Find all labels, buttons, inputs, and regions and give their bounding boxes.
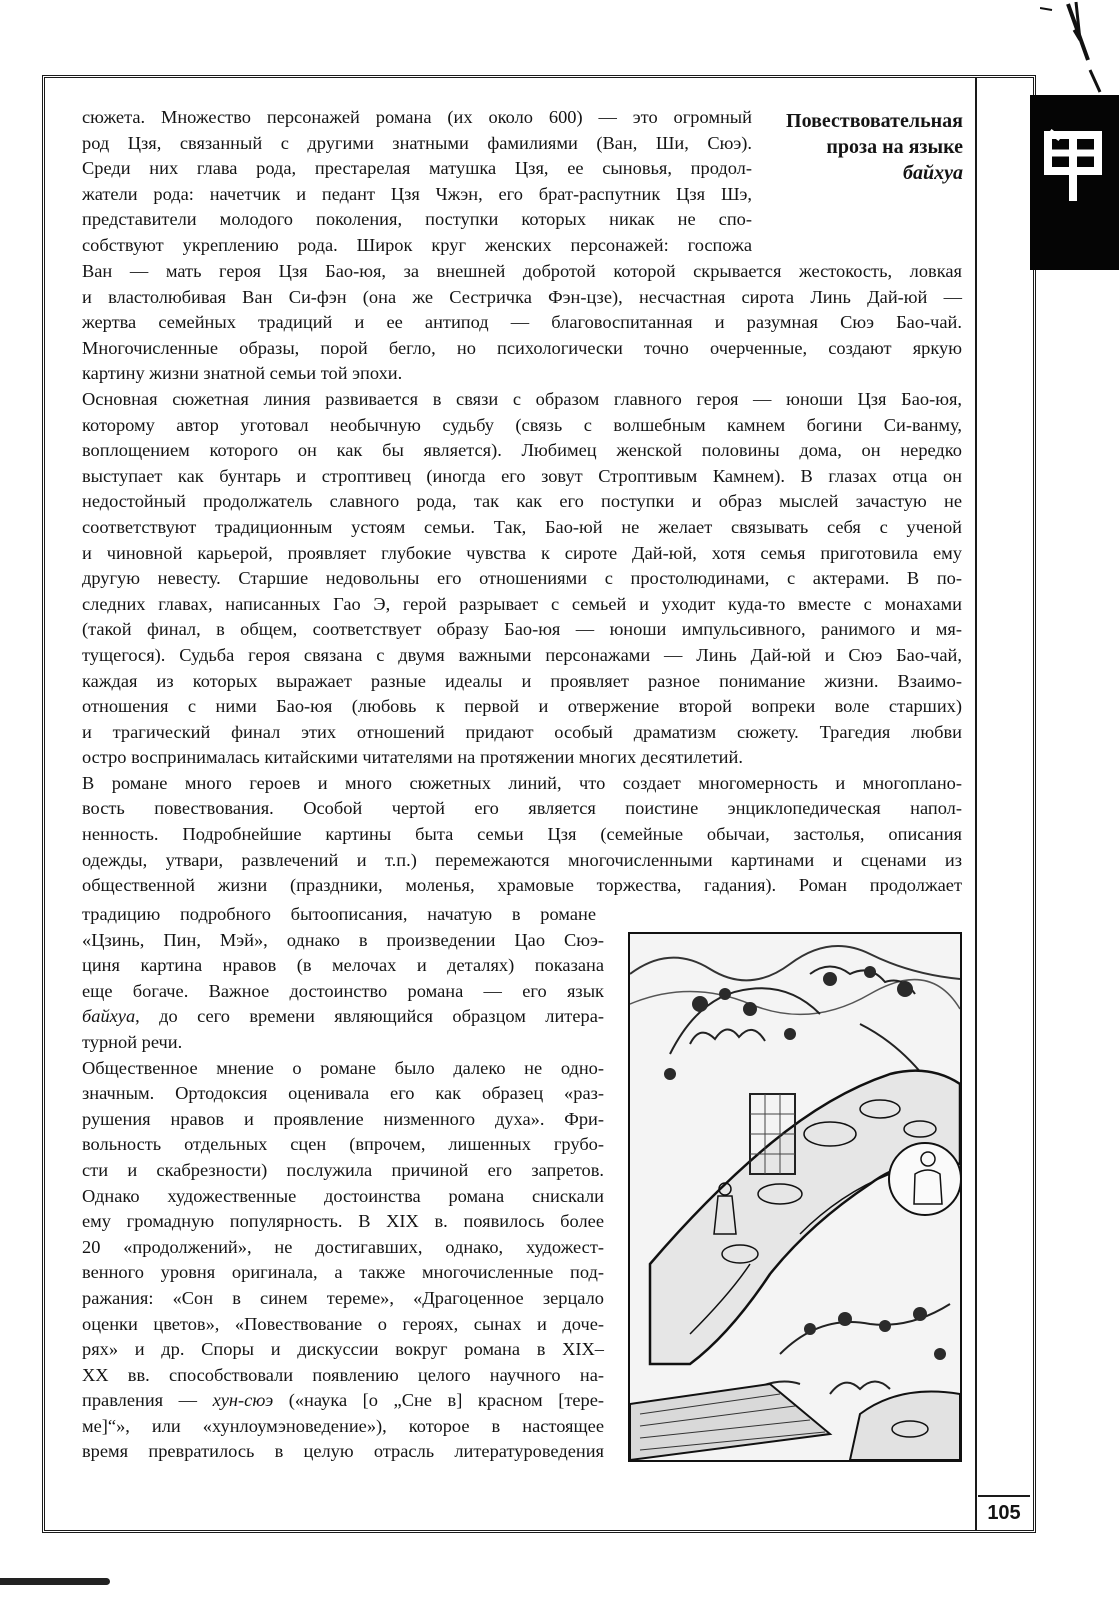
text-line: еще богаче. Важное достоинство романа — его язык: [82, 980, 604, 1001]
text-line: представители молодого поколения, поступки которых никак не спо-: [82, 209, 752, 230]
text-line: сюжета. Множество персонажей романа (их около 600) — это огромный: [82, 107, 752, 127]
scan-edge-mark: [0, 1578, 110, 1585]
text-line: В романе много героев и много сюжетных линий, что создает многомерность и многоплано-: [82, 772, 962, 793]
text-line: и трагический финал этих отношений придают особый драматизм сюжету. Трагедия любви: [82, 721, 962, 742]
margin-rule: [975, 78, 977, 1530]
text-line: жертва семейных традиций и ее антипод — благовоспитанная и разумная Сюэ Бао-чай.: [82, 312, 962, 333]
text-line: и властолюбивая Ван Си-фэн (она же Сестричка Фэн-цзе), несчастная сирота Линь Дай-юй —: [82, 286, 962, 307]
chinese-character-icon: [1040, 125, 1110, 205]
body-text-narrow: [82, 902, 604, 1465]
corner-crop-marks: [1040, 0, 1119, 95]
text-line: недостойный продолжатель славного рода, так как его поступки и образ мыслей зачастую не: [82, 491, 962, 512]
text-line: 20 «продолжений», не достигавших, однако, художест-: [82, 1236, 604, 1257]
text-line: значным. Ортодоксия оценивала его как образец «раз-: [82, 1083, 604, 1104]
text-line: каждая из которых выражает разные идеалы и проявляет разное понимание жизни. Взаимо-: [82, 670, 962, 691]
text-line: Многочисленные образы, порой бегло, но психологически точно очерченные, создают яркую: [82, 337, 962, 358]
text-line: следних главах, написанных Гао Э, герой разрывает с семьей и уходит куда-то вместе с монахами: [82, 593, 962, 614]
text-line: жатели рода: начетчик и педант Цзя Чжэн, его брат-распутник Цзя Шэ,: [82, 183, 752, 204]
text-line: тущегося). Судьба героя связана с двумя важными персонажами — Линь Дай-юй и Сюэ Бао-чай,: [82, 644, 962, 665]
text-line: остро воспринималась китайскими читателями на протяжении многих десятилетий.: [82, 747, 743, 768]
text-line: другую невесту. Старшие недовольны его отношениями с простолюдинами, с актерами. В по-: [82, 568, 962, 589]
text-line: одежды, утвари, развлечений и т.п.) перемежаются многочисленными картинами и сценами из: [82, 849, 962, 870]
landscape-engraving-image: [630, 934, 960, 1460]
page-number: 105: [978, 1495, 1030, 1530]
text-line: собствуют укреплению рода. Широк круг женских персонажей: госпожа: [82, 234, 752, 255]
text-line: Основная сюжетная линия развивается в связи с образом главного героя — юноши Цзя Бао-юя,: [82, 388, 962, 409]
text-line: оценки цветов», «Повествование о героях, сынах и доче-: [82, 1313, 604, 1334]
body-text-top: [82, 105, 752, 259]
text-line: традицию подробного бытоописания, начатую в романе: [82, 904, 596, 924]
text-line: вольность отдельных сцен (впрочем, лишенных грубо-: [82, 1134, 604, 1155]
margin-section-title: [758, 108, 963, 186]
text-line: ему громадную популярность. В XIX в. появилось более: [82, 1211, 604, 1232]
text-line: Среди них глава рода, престарелая матушка Цзя, ее сыновья, продол-: [82, 158, 752, 179]
text-line: циня картина нравов (в мелочах и деталях) показана: [82, 955, 604, 976]
text-line: которому автор уготовал необычную судьбу (связь с волшебным камнем богини Си-ванму,: [82, 414, 962, 435]
text-line: ненность. Подробнейшие картины быта семьи Цзя (семейные обычаи, застолья, описания: [82, 824, 962, 845]
engraving-illustration: [628, 932, 962, 1462]
text-line: род Цзя, связанный с другими знатными фамилиями (Ван, Ши, Сюэ).: [82, 132, 752, 153]
text-line: рушения нравов и проявление низменного духа». Фри-: [82, 1108, 604, 1129]
text-line: и чиновной карьерой, проявляет глубокие чувства к сироте Дай-юй, хотя семья приготовила ему: [82, 542, 962, 563]
text-line: байхуа, до сего времени являющийся образцом литера-: [82, 1006, 604, 1027]
text-line: вость повествования. Особой чертой его является поистине энциклопедическая напол-: [82, 798, 962, 819]
margin-title-line-2: проза на языке: [826, 136, 963, 158]
text-line: Общественное мнение о романе было далеко не одно-: [82, 1057, 604, 1078]
text-line: воплощением которого он как бы является). Любимец женской половины дома, он нередко: [82, 440, 962, 461]
text-line: турной речи.: [82, 1031, 183, 1052]
text-line: выступает как бунтарь и строптивец (иногда его зовут Строптивым Камнем). В глазах отца он: [82, 465, 962, 486]
margin-title-line-3: байхуа: [903, 162, 963, 184]
text-line: венного уровня оригинала, а также многочисленные под-: [82, 1262, 604, 1283]
text-line: сти и скабрезности) послужила причиной его запретов.: [82, 1159, 604, 1180]
text-line: Однако художественные достоинства романа снискали: [82, 1185, 604, 1206]
text-line: картину жизни знатной семьи той эпохи.: [82, 363, 403, 384]
text-line: XX вв. способствовали появлению целого научного на-: [82, 1364, 604, 1385]
text-line: соответствуют традиционным устоям семьи. Так, Бао-юй не желает связывать себя с ученой: [82, 516, 962, 537]
text-line: отношения с ними Бао-юя (любовь к первой и отвержение второй вопреки воле старших): [82, 696, 962, 717]
text-line: время превратилось в целую отрасль литературоведения: [82, 1441, 604, 1462]
margin-title-line-1: Повествовательная: [786, 110, 963, 132]
section-tab: [1030, 95, 1119, 270]
text-line: Ван — мать героя Цзя Бао-юя, за внешней добротой которой скрывается жестокость, ловкая: [82, 261, 962, 281]
body-text-main: [82, 259, 962, 899]
text-line: ме]“», или «хунлоумэноведение»), которое в настоящее: [82, 1415, 604, 1436]
text-line: правления — хун-сюэ («наука [о „Сне в] красном [тере-: [82, 1390, 604, 1411]
text-line: «Цзинь, Пин, Мэй», однако в произведении Цао Сюэ-: [82, 929, 604, 950]
text-line: рях» и др. Споры и дискуссии вокруг романа в XIX–: [82, 1339, 604, 1360]
text-line: ражания: «Сон в синем тереме», «Драгоценное зерцало: [82, 1287, 604, 1308]
text-line: общественной жизни (праздники, моленья, храмовые торжества, гадания). Роман продолжает: [82, 875, 962, 896]
text-line: (такой финал, в общем, соответствует образу Бао-юя — юноши импульсивного, ранимого и мя-: [82, 619, 962, 640]
